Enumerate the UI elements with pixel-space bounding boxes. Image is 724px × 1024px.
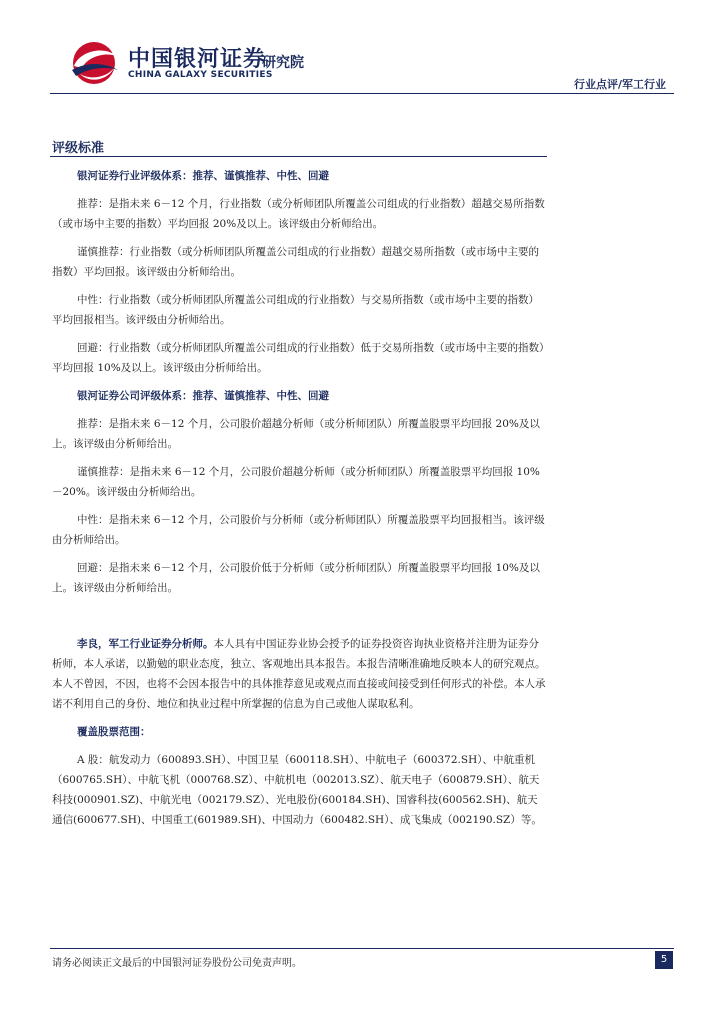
industry-rating-cautious: 谨慎推荐：行业指数（或分析师团队所覆盖公司组成的行业指数）超越交易所指数（或市场中主要的指数）平均回报。该评级由分析师给出。: [52, 246, 539, 278]
header-divider: [50, 93, 674, 94]
company-rating-recommend: 推荐：是指未来 6－12 个月，公司股价超越分析师（或分析师团队）所覆盖股票平均回报 20%及以上。该评级由分析师给出。: [52, 418, 540, 450]
footer-disclaimer: 请务必阅读正文最后的中国银河证券股份公司免责声明。: [52, 958, 302, 969]
section-divider: [50, 156, 547, 157]
company-rating-avoid: 回避：是指未来 6－12 个月，公司股价低于分析师（或分析师团队）所覆盖股票平均回报 10%及以上。该评级由分析师给出。: [52, 562, 540, 594]
industry-rating-neutral: 中性：行业指数（或分析师团队所覆盖公司组成的行业指数）与交易所指数（或市场中主要的指数）平均回报相当。该评级由分析师给出。: [52, 294, 539, 326]
brand-institute: 研究院: [262, 55, 304, 71]
coverage-list: A 股：航发动力（600893.SH）、中国卫星（600118.SH）、中航电子（600372.SH）、中航重机（600765.SH）、中航飞机（000768.SZ）、中航机电（002013.SZ）、航天电子（600879.SH）、航天科技(000901.SZ)、中航光电（002179.SZ）、光电股份(600184.SH)、国睿科技(600562.SH)、航天通信(600677.SH)、中国重工(601989.SH)、中国动力（600482.SH）、成飞集成（002190.SZ）等。: [52, 754, 542, 826]
section-title: 评级标准: [52, 141, 105, 156]
industry-rating-avoid: 回避：行业指数（或分析师团队所覆盖公司组成的行业指数）低于交易所指数（或市场中主要的指数）平均回报 10%及以上。该评级由分析师给出。: [52, 342, 545, 374]
footer-divider: [50, 948, 674, 949]
report-type: 行业点评/军工行业: [573, 78, 666, 91]
analyst-name: 李良，军工行业证券分析师。: [77, 638, 214, 650]
brand-name-cn: 中国银河证券: [128, 47, 267, 72]
coverage-heading: 覆盖股票范围：: [77, 726, 151, 738]
company-rating-cautious: 谨慎推荐：是指未来 6－12 个月，公司股价超越分析师（或分析师团队）所覆盖股票平均回报 10%－20%。该评级由分析师给出。: [52, 466, 540, 498]
page-header: [0, 0, 724, 100]
galaxy-swirl-logo-icon: [66, 40, 122, 86]
industry-rating-recommend: 推荐：是指未来 6－12 个月，行业指数（或分析师团队所覆盖公司组成的行业指数）超越交易所指数（或市场中主要的指数）平均回报 20%及以上。该评级由分析师给出。: [52, 198, 545, 230]
industry-rating-heading: 银河证券行业评级体系：推荐、谨慎推荐、中性、回避: [77, 170, 329, 182]
company-rating-neutral: 中性：是指未来 6－12 个月，公司股价与分析师（或分析师团队）所覆盖股票平均回报相当。该评级由分析师给出。: [52, 514, 545, 546]
company-rating-heading: 银河证券公司评级体系：推荐、谨慎推荐、中性、回避: [77, 390, 329, 402]
brand-name-en: CHINA GALAXY SECURITIES: [128, 70, 273, 80]
page-number: 5: [655, 951, 673, 969]
analyst-statement-text: 本人具有中国证券业协会授予的证券投资咨询执业资格并注册为证券分析师，本人承诺，以勤勉的职业态度，独立、客观地出具本报告。本报告清晰准确地反映本人的研究观点。本人不曾因，不因，也将不会因本报告中的具体推荐意见或观点而直接或间接受到任何形式的补偿。本人承诺不利用自己的身份、地位和执业过程中所掌握的信息为自己或他人谋取私利。: [52, 638, 546, 710]
analyst-statement: [52, 634, 546, 714]
rating-standards-body: [52, 164, 546, 838]
